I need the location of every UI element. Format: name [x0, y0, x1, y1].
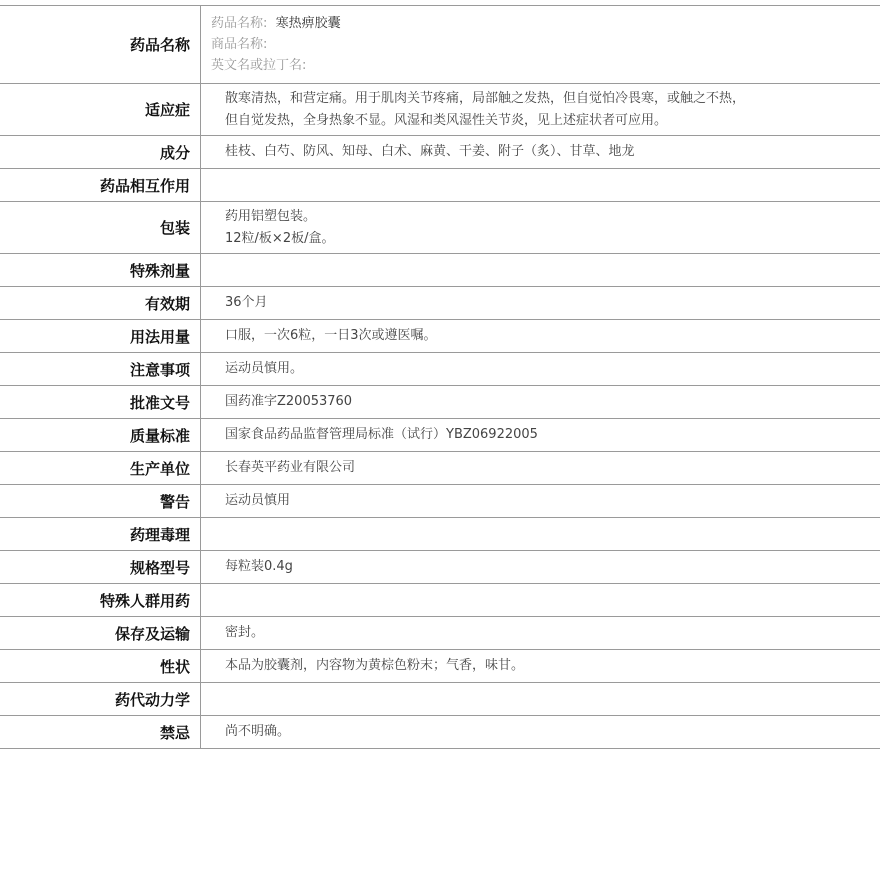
- spec-row: [0, 84, 880, 136]
- value-line: 口服，一次6粒，一日3次或遵医嘱。: [225, 328, 437, 343]
- row-drug-name: [0, 6, 880, 84]
- spec-row: [0, 584, 880, 617]
- value-line: 运动员慎用: [225, 493, 291, 508]
- value-line: 每粒装0.4g: [225, 559, 293, 574]
- row-value: [201, 320, 880, 353]
- row-label: 特殊人群用药: [0, 584, 201, 617]
- row-label: 生产单位: [0, 452, 201, 485]
- row-label: 药品名称: [0, 6, 201, 84]
- row-value: [201, 584, 880, 617]
- row-value: [201, 419, 880, 452]
- row-value: [201, 452, 880, 485]
- row-value: [201, 551, 880, 584]
- spec-table-body: [0, 6, 880, 749]
- row-label: 质量标准: [0, 419, 201, 452]
- spec-row: [0, 386, 880, 419]
- row-label: 包装: [0, 202, 201, 254]
- row-label: 性状: [0, 650, 201, 683]
- value-line: 国家食品药品监督管理局标准（试行）YBZ06922005: [225, 427, 538, 442]
- row-label: 有效期: [0, 287, 201, 320]
- row-value: [201, 617, 880, 650]
- generic-name-line: [211, 13, 880, 34]
- row-label: 用法用量: [0, 320, 201, 353]
- row-value: [201, 254, 880, 287]
- spec-row: [0, 320, 880, 353]
- spec-row: [0, 419, 880, 452]
- row-value: [201, 716, 880, 749]
- value-line: 长春英平药业有限公司: [225, 460, 356, 475]
- english-name-prefix: 英文名或拉丁名:: [211, 58, 307, 73]
- row-label: 规格型号: [0, 551, 201, 584]
- spec-row: [0, 683, 880, 716]
- spec-row: [0, 254, 880, 287]
- row-value: [201, 287, 880, 320]
- row-value: [201, 202, 880, 254]
- value-line: 国药准字Z20053760: [225, 394, 353, 409]
- spec-row: [0, 353, 880, 386]
- row-value: [201, 386, 880, 419]
- spec-row: [0, 202, 880, 254]
- generic-name-prefix: 药品名称:: [211, 16, 268, 31]
- row-label: 禁忌: [0, 716, 201, 749]
- generic-name-value: 寒热痹胶囊: [275, 16, 341, 31]
- trade-name-prefix: 商品名称:: [211, 37, 268, 52]
- value-line: 桂枝、白芍、防风、知母、白术、麻黄、干姜、附子（炙）、甘草、地龙: [225, 144, 635, 159]
- row-label: 药理毒理: [0, 518, 201, 551]
- row-label: 适应症: [0, 84, 201, 136]
- row-value: [201, 485, 880, 518]
- row-label: 保存及运输: [0, 617, 201, 650]
- value-line: 12粒/板×2板/盒。: [225, 230, 335, 246]
- spec-row: [0, 716, 880, 749]
- row-label: 药品相互作用: [0, 169, 201, 202]
- row-value: [201, 136, 880, 169]
- row-value: [201, 6, 880, 84]
- row-value: [201, 650, 880, 683]
- value-line: 尚不明确。: [225, 724, 291, 739]
- row-label: 注意事项: [0, 353, 201, 386]
- row-label: 特殊剂量: [0, 254, 201, 287]
- spec-row: [0, 169, 880, 202]
- row-label: 药代动力学: [0, 683, 201, 716]
- row-label: 批准文号: [0, 386, 201, 419]
- value-line: 但自觉发热，全身热象不显。风湿和类风湿性关节炎，见上述症状者可应用。: [225, 112, 668, 128]
- spec-row: [0, 485, 880, 518]
- value-line: 运动员慎用。: [225, 361, 304, 376]
- spec-row: [0, 617, 880, 650]
- value-line: 散寒清热，和营定痛。用于肌肉关节疼痛，局部触之发热，但自觉怕冷畏寒，或触之不热，: [225, 90, 746, 106]
- row-value: [201, 353, 880, 386]
- spec-row: [0, 136, 880, 169]
- value-line: 36个月: [225, 295, 268, 310]
- row-label: 警告: [0, 485, 201, 518]
- value-line: 本品为胶囊剂，内容物为黄棕色粉末；气香，味甘。: [225, 658, 525, 673]
- row-value: [201, 518, 880, 551]
- spec-row: [0, 518, 880, 551]
- drug-spec-table: [0, 5, 880, 749]
- value-line: 密封。: [225, 625, 265, 640]
- spec-row: [0, 551, 880, 584]
- row-value: [201, 683, 880, 716]
- row-value: [201, 84, 880, 136]
- spec-row: [0, 650, 880, 683]
- spec-row: [0, 287, 880, 320]
- spec-row: [0, 452, 880, 485]
- row-label: 成分: [0, 136, 201, 169]
- row-value: [201, 169, 880, 202]
- value-line: 药用铝塑包装。: [225, 208, 317, 224]
